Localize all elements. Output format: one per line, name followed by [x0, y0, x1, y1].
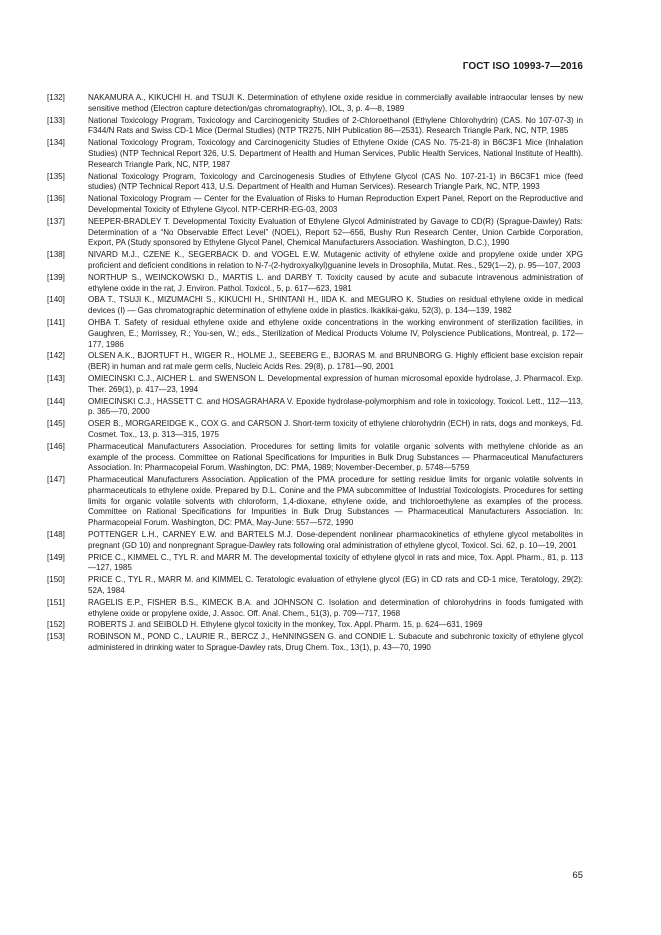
- reference-list: [47, 93, 583, 655]
- reference-number: [143]: [47, 373, 65, 383]
- reference-number: [136]: [47, 194, 65, 204]
- standard-code: ГОСТ ISO 10993-7—2016: [462, 61, 583, 72]
- page-number: 65: [572, 870, 583, 881]
- reference-item: [47, 273, 583, 295]
- reference-number: [133]: [47, 115, 65, 125]
- reference-item: [47, 598, 583, 620]
- reference-text: POTTENGER L.H., CARNEY E.W. and BARTELS M.J. Dose-dependent nonlinear pharmacokinetics of ethylene glycol metabolites in pregnant (GD 10) and nonpregnant Sprague-Dawley rats following oral administration of ethylene glycol, Toxicol. Sci. 62, p. 10—19, 2001: [88, 530, 583, 550]
- reference-number: [146]: [47, 441, 65, 451]
- reference-text: National Toxicology Program — Center for the Evaluation of Risks to Human Reproduction Expert Panel, Report on the Reproductive and Developmental Toxicity of Ethylene Glycol. NTP-CERHR-EG-03, 2003: [88, 194, 583, 214]
- reference-text: OLSEN A.K., BJORTUFT H., WIGER R., HOLME J., SEEBERG E., BJORAS M. and BRUNBORG G. Highly efficient base excision repair (BER) in human and rat male germ cells, Nucleic Acids Res. 29(8), p. 1781—90, 2001: [88, 351, 583, 372]
- reference-item: [47, 419, 583, 441]
- reference-item: [47, 217, 583, 249]
- reference-text: National Toxicology Program, Toxicology and Carcinogenicity Studies of Ethylene Oxide (CAS No. 75-21-8) in B6C3F1 Mice (Inhalation Studies) (NTP Technical Report 326, U.S. Department of Health and Human Services, Public Health Services, National Institute of Health). Research Triangle Park, NC, NTP, 1987: [88, 138, 583, 169]
- reference-text: ROBERTS J. and SEIBOLD H. Ethylene glycol toxicity in the monkey, Tox. Appl. Pharm. 15, p. 624—631, 1969: [88, 620, 483, 630]
- reference-number: [144]: [47, 396, 65, 406]
- reference-item: [47, 632, 583, 654]
- reference-text: NIVARD M.J., CZENE K., SEGERBACK D. and VOGEL E.W. Mutagenic activity of ethylene oxide and propylene oxide under XPG proficient and deficient conditions in relation to N-7-(2-hydroxyalkyl)guanine levels in Drosophila, Mutat. Res., 529(1—2), p. 95—107, 2003: [88, 250, 583, 270]
- reference-text: OMIECINSKI C.J., AICHER L. and SWENSON L. Developmental expression of human microsomal epoxide hydrolase, J. Pharmacol. Exp. Ther. 269(1), p. 417—23, 1994: [88, 373, 583, 394]
- reference-number: [135]: [47, 171, 65, 181]
- reference-item: [47, 351, 583, 373]
- reference-text: NORTHUP S., WEINCKOWSKI D., MARTIS L. and DARBY T. Toxicity caused by acute and subacute intravenous administration of ethylene oxide in the rat, J. Environ. Pathol. Toxicol., 5, p. 617—623, 1981: [88, 272, 583, 293]
- reference-number: [147]: [47, 475, 65, 485]
- reference-item: [47, 318, 583, 350]
- reference-number: [139]: [47, 272, 65, 282]
- reference-item: [47, 172, 583, 194]
- reference-item: [47, 116, 583, 138]
- reference-text: PRICE C., KIMMEL C., TYL R. and MARR M. The developmental toxicity of ethylene glycol in rats and mice, Tox. Appl. Pharm., 81, p. 113—127, 1985: [88, 552, 583, 573]
- reference-text: Pharmaceutical Manufacturers Association. Application of the PMA procedure for setting residue limits for organic volatile solvents in pharmaceuticals to ethylene oxide. Prepared by D.L. Conine and the PMA subcommittee of Industrial Toxicologists. Procedures for setting limits for organic volatile solvents with chloroform, 1,4-dioxane, ethylene oxide, and trichloroethylene as examples of the process. Committee on Rational Specifications for Impurities in Bulk Drug Substances — Pharmaceutical Manufacturers Association. In: Pharmacopeial Forum. Washington, DC: PMA, May-June: 557—572, 1990: [88, 475, 583, 528]
- reference-text: OSER B., MORGAREIDGE K., COX G. and CARSON J. Short-term toxicity of ethylene chlorohydrin (ECH) in rats, dogs and monkeys, Fd. Cosmet. Tox., 13, p. 313—315, 1975: [88, 419, 583, 439]
- reference-number: [134]: [47, 138, 65, 148]
- reference-number: [140]: [47, 295, 65, 305]
- reference-number: [148]: [47, 530, 65, 540]
- reference-item: [47, 397, 583, 419]
- reference-item: [47, 194, 583, 216]
- reference-text: ROBINSON M., POND C., LAURIE R., BERCZ J., HeNNINGSEN G. and CONDIE L. Subacute and subchronic toxicity of ethylene glycol administered in drinking water to Sprague-Dawley rats, Drug Chem. Tox., 13(1), p. 43—70, 1990: [88, 632, 583, 653]
- reference-item: [47, 553, 583, 575]
- reference-item: [47, 530, 583, 552]
- reference-text: National Toxicology Program, Toxicology and Carcinogenesis Studies of Ethylene Glycol (CAS No. 107-21-1) in B6C3F1 mice (feed studies) (NTP Technical Report 413, U.S. Department of Health and Human Services). Research Triangle Park, NC, NTP, 1993: [88, 171, 583, 192]
- reference-number: [141]: [47, 317, 65, 327]
- reference-item: [47, 250, 583, 272]
- reference-text: OBA T., TSUJI K., MIZUMACHI S., KIKUCHI H., SHINTANI H., IIDA K. and MEGURO K. Studies on residual ethylene oxide in medical devices (I) — Gas chromatographic determination of ethylene oxide in plastics. Ikakikai-gaku, 52(3), p. 134—139, 1982: [88, 295, 583, 316]
- reference-text: PRICE C., TYL R., MARR M. and KIMMEL C. Teratologic evaluation of ethylene glycol (EG) in CD rats and CD-1 mice, Teratology, 29(2): 52A, 1984: [88, 575, 583, 596]
- reference-number: [151]: [47, 597, 65, 607]
- reference-number: [142]: [47, 351, 65, 361]
- reference-item: [47, 374, 583, 396]
- reference-number: [152]: [47, 620, 65, 630]
- reference-item: [47, 575, 583, 597]
- reference-number: [149]: [47, 552, 65, 562]
- reference-text: RAGELIS E.P., FISHER B.S., KIMECK B.A. and JOHNSON C. Isolation and determination of chlorohydrins in foods fumigated with ethylene oxide or propylene oxide, J. Assoc. Off. Anal. Chem., 51(3), p. 709—717, 1968: [88, 597, 583, 618]
- reference-text: National Toxicology Program, Toxicology and Carcinogenicity Studies of 2-Chloroethanol (Ethylene Chlorohydrin) (CAS. No 107-07-3) in F344/N Rats and Swiss CD-1 Mice (Dermal Studies) (NTP TR275, NIH Publication 86—2531). Research Triangle Park, NC, NTP, 1985: [88, 115, 583, 136]
- reference-item: [47, 93, 583, 115]
- reference-text: NEEPER-BRADLEY T. Developmental Toxicity Evaluation of Ethylene Glycol Administrated by Gavage to CD(R) (Sprague-Dawley) Rats: Determination of a “No Observable Effect Level” (NOEL), Report 52—656, Bushy Run Research Center, Union Carbide Corporation, Export, PA (Study sponsored by Ethylene Glycol Panel, Chemical Manufacturers Association. Washington, D.C.), 1990: [88, 216, 583, 248]
- reference-item: [47, 620, 583, 631]
- reference-text: OHBA T. Safety of residual ethylene oxide and ethylene oxide concentrations in the working environment of sterilization facilities, in Gaughren, E.; Morrissey, R.; You-sen, W.; eds., Sterilization of Medical Products Volume IV, Polyscience Publications, Montreal, p. 172—177, 1986: [88, 317, 583, 349]
- reference-number: [138]: [47, 250, 65, 260]
- reference-number: [153]: [47, 632, 65, 642]
- reference-item: [47, 442, 583, 474]
- reference-text: Pharmaceutical Manufacturers Association. Procedures for setting limits for volatile organic solvents with methylene chloride as an example of the process. Committee on Rational Specifications for Impurities in Bulk Drug Substances — Pharmaceutical Manufacturers Association. In: Pharmacopeial Forum. Washington, DC: PMA, 1989; November-December, p. 5748—5759: [88, 441, 583, 473]
- reference-item: [47, 295, 583, 317]
- reference-item: [47, 475, 583, 529]
- reference-number: [150]: [47, 575, 65, 585]
- document-header: [463, 61, 583, 72]
- reference-text: NAKAMURA A., KIKUCHI H. and TSUJI K. Determination of ethylene oxide residue in commercially available intraocular lenses by new sensitive method (Electron capture detection/gas chromatography), IOL, 3, p. 4—8, 1989: [88, 93, 583, 113]
- reference-item: [47, 138, 583, 170]
- reference-text: OMIECINSKI C.J., HASSETT C. and HOSAGRAHARA V. Epoxide hydrolase-polymorphism and role in toxicology. Toxicol. Lett., 112—113, p. 365—70, 2000: [88, 396, 583, 417]
- reference-number: [145]: [47, 419, 65, 429]
- reference-number: [137]: [47, 216, 65, 226]
- reference-number: [132]: [47, 93, 65, 102]
